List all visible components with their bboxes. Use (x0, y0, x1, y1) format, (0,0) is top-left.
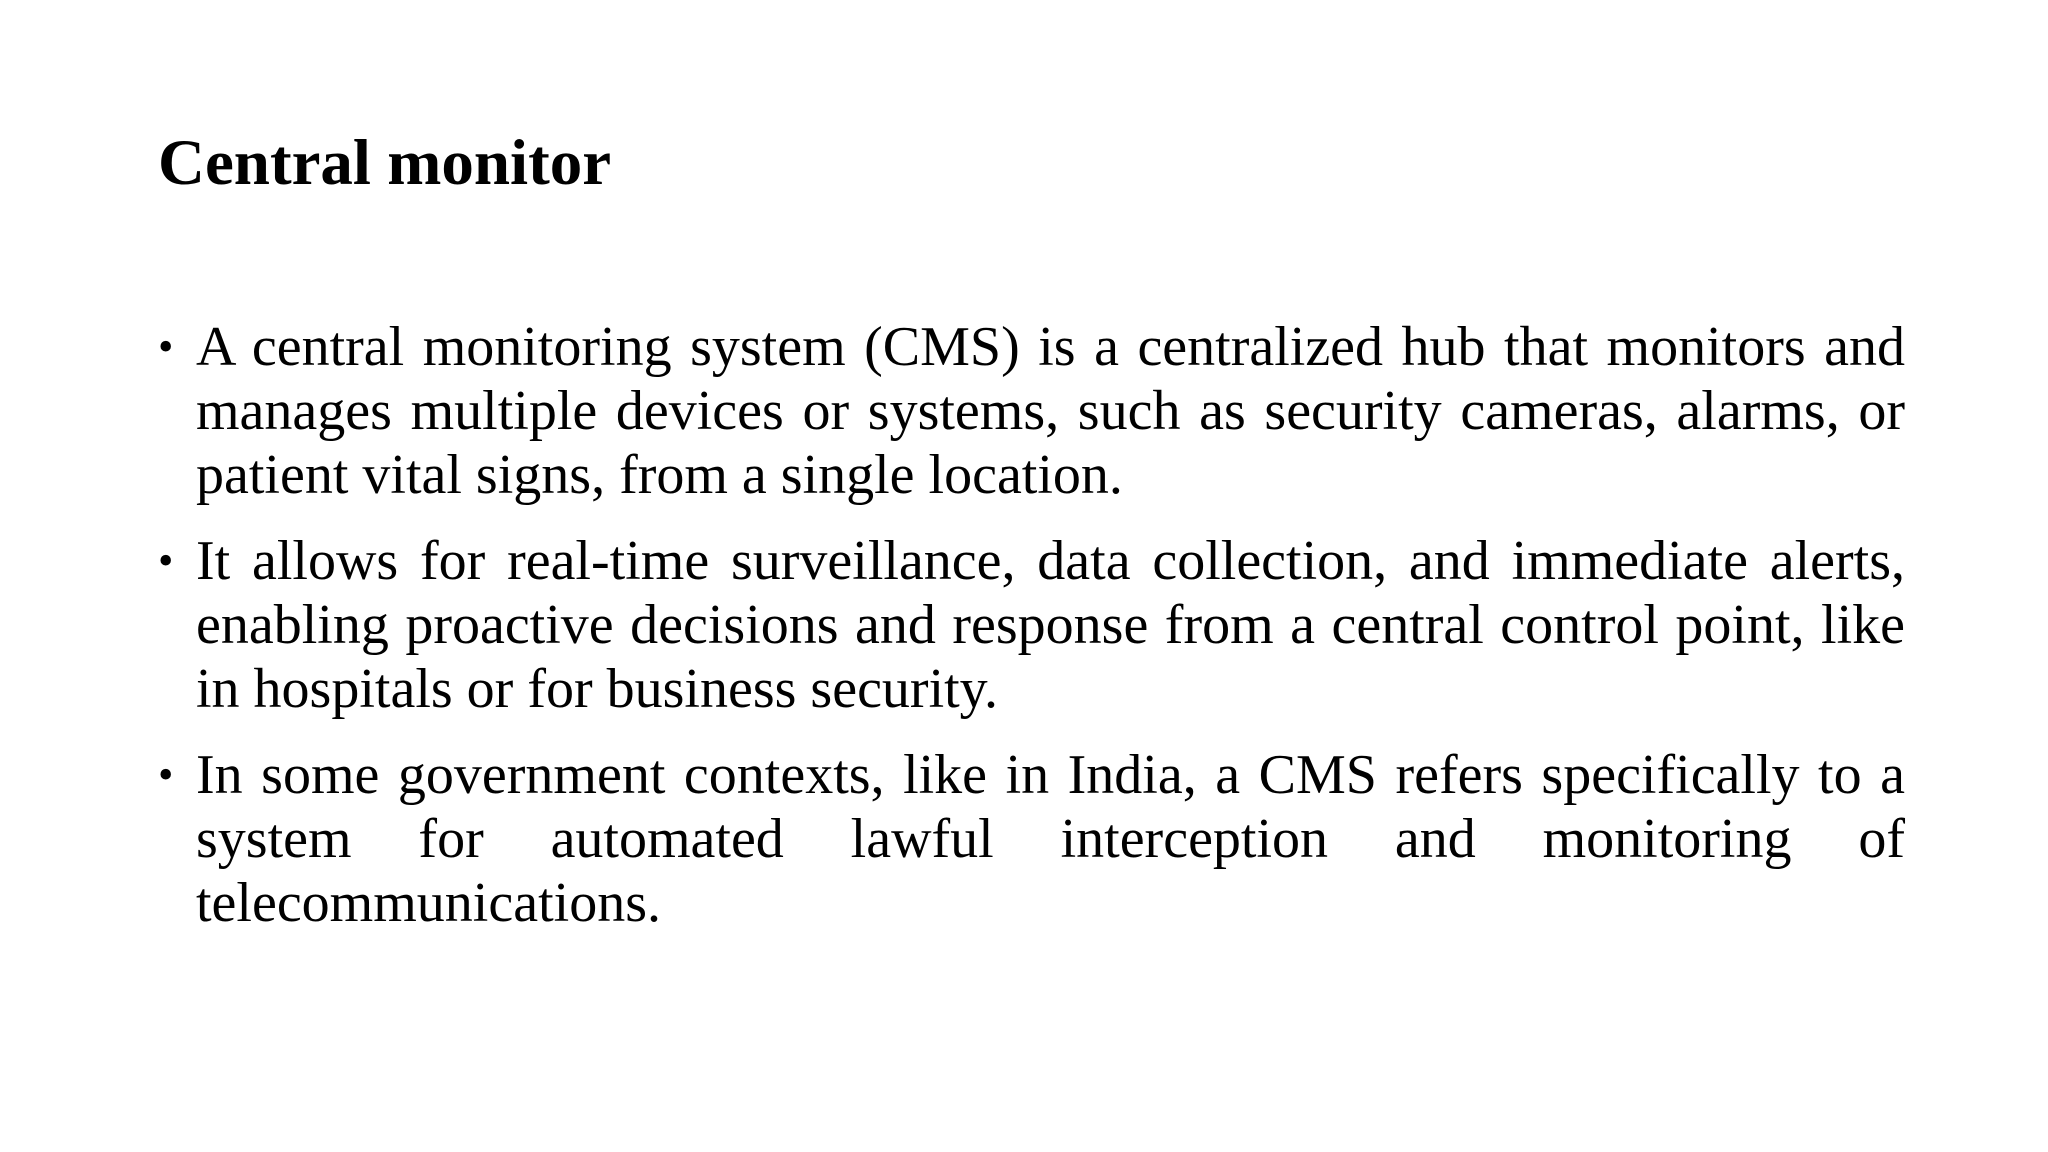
bullet-text: It allows for real-time surveillance, data collection, and immediate alerts, enabling proactive decisions and response from a central control point, like in hospitals or for business security. (196, 530, 1905, 720)
bullet-dot-icon: • (158, 536, 174, 585)
bullet-item (158, 529, 1905, 721)
bullet-item (158, 743, 1905, 935)
bullet-item (158, 315, 1905, 507)
bullet-dot-icon: • (158, 750, 174, 799)
bullet-dot-icon: • (158, 322, 174, 371)
slide-title: Central monitor (158, 127, 612, 199)
bullet-text: A central monitoring system (CMS) is a centralized hub that monitors and manages multiple devices or systems, such as security cameras, alarms, or patient vital signs, from a single location. (196, 316, 1905, 506)
bullet-list (158, 315, 1905, 957)
bullet-text: In some government contexts, like in India, a CMS refers specifically to a system for automated lawful interception and monitoring of telecommunications. (196, 744, 1905, 934)
